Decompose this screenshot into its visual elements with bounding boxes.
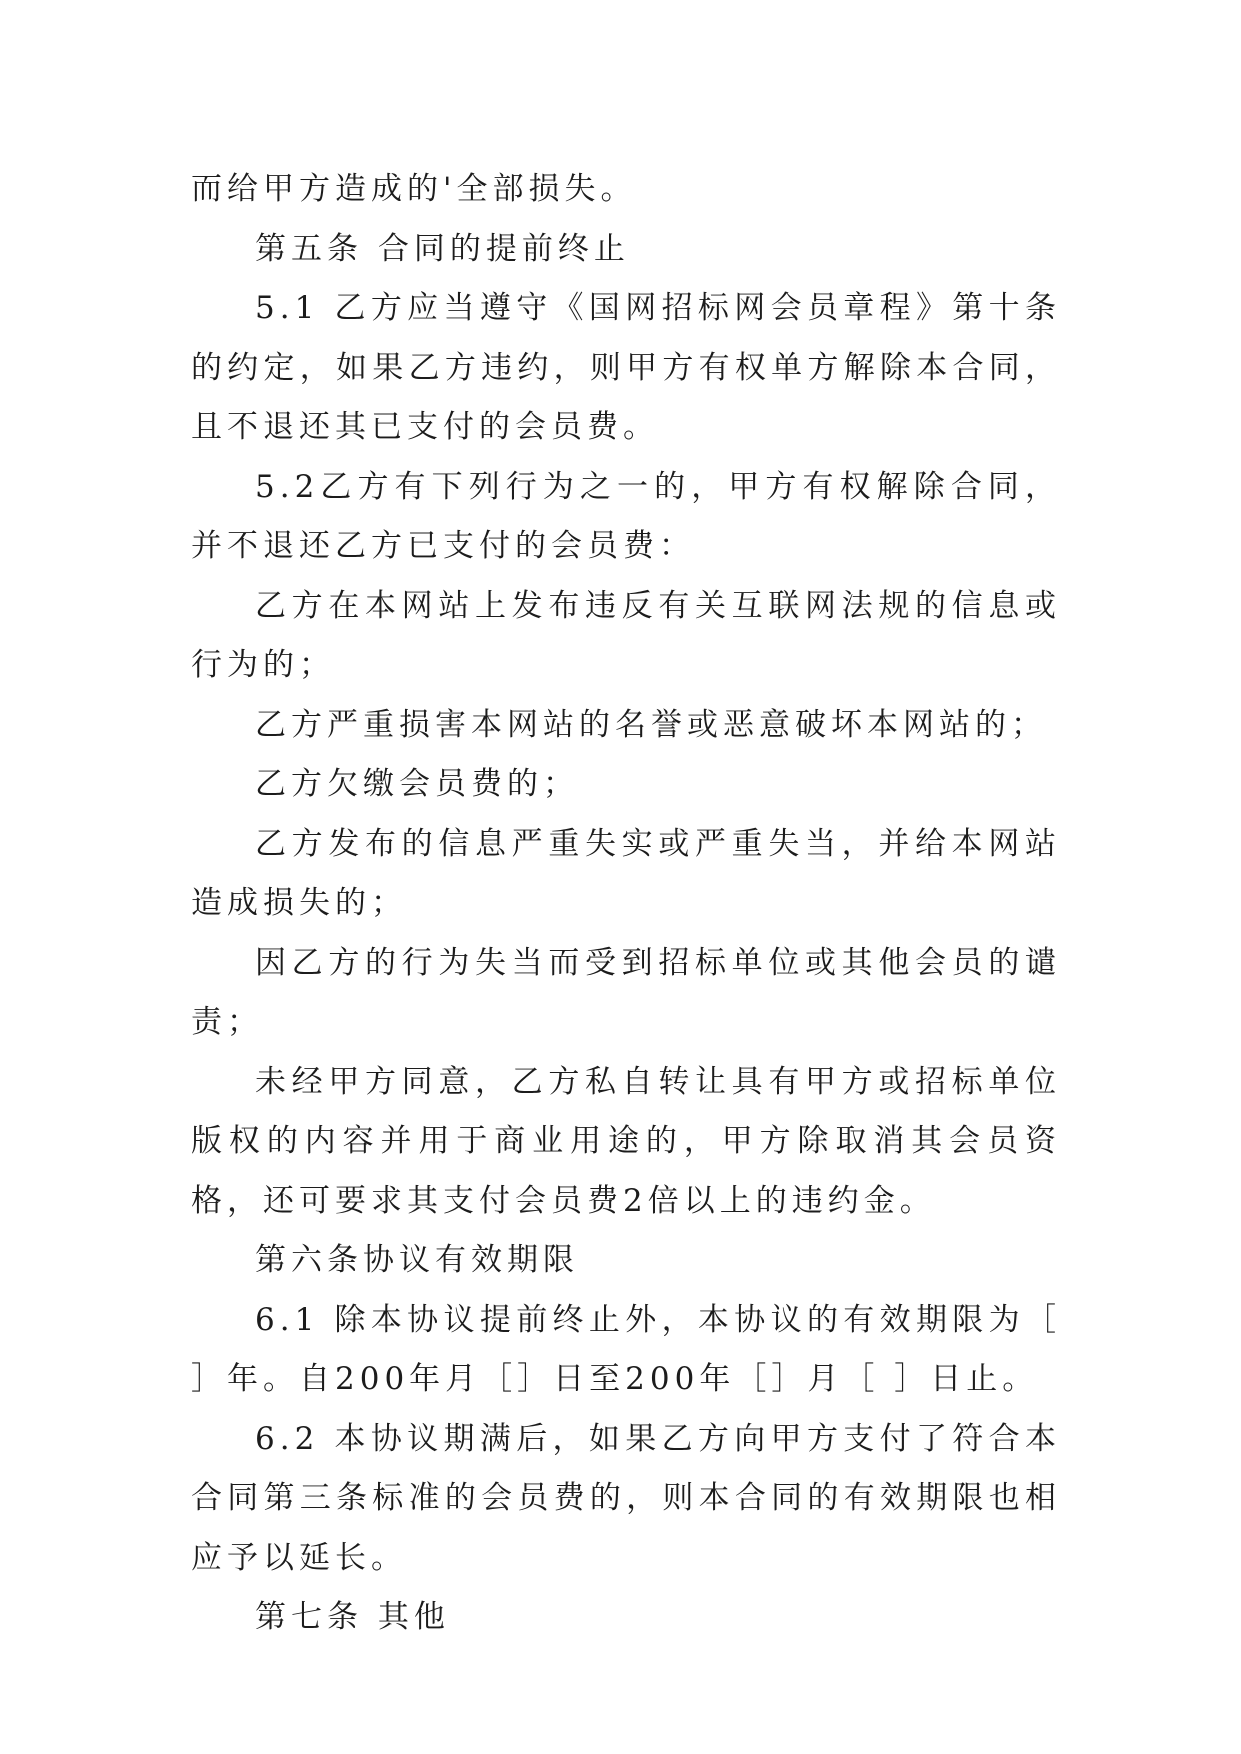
clause-5-2: 5.2乙方有下列行为之一的，甲方有权解除合同，并不退还乙方已支付的会员费： [191,468,1061,564]
document-body [191,160,1061,1648]
heading-article-5: 第五条 合同的提前终止 [255,230,630,267]
heading-article-6: 第六条协议有效期限 [255,1242,579,1278]
list-item-condemnation: 因乙方的行为失当而受到招标单位或其他会员的谴责； [191,944,1061,1040]
heading-article-7: 第七条 其他 [255,1599,450,1635]
list-item-false-info: 乙方发布的信息严重失实或严重失当，并给本网站造成损失的； [191,825,1061,921]
clause-5-1: 5.1 乙方应当遵守《国网招标网会员章程》第十条的约定，如果乙方违约，则甲方有权单方解除本合同，且不退还其已支付的会员费。 [191,290,1061,445]
list-item-illegal-info: 乙方在本网站上发布违反有关互联网法规的信息或行为的； [191,587,1061,683]
list-item-reputation-damage: 乙方严重损害本网站的名誉或恶意破坏本网站的； [255,706,1047,743]
clause-6-1: 6.1 除本协议提前终止外，本协议的有效期限为［ ］年。自200年月［］日至200年［］月［ ］日止。 [191,1301,1061,1397]
list-item-unpaid-fees: 乙方欠缴会员费的； [255,766,579,802]
clause-6-2: 6.2 本协议期满后，如果乙方向甲方支付了符合本合同第三条标准的会员费的，则本合同的有效期限也相应予以延长。 [191,1420,1061,1576]
paragraph-loss-continuation: 而给甲方造成的'全部损失。 [191,171,637,207]
list-item-unauthorized-transfer: 未经甲方同意，乙方私自转让具有甲方或招标单位版权的内容并用于商业用途的，甲方除取消其会员资格，还可要求其支付会员费2倍以上的违约金。 [191,1063,1061,1219]
